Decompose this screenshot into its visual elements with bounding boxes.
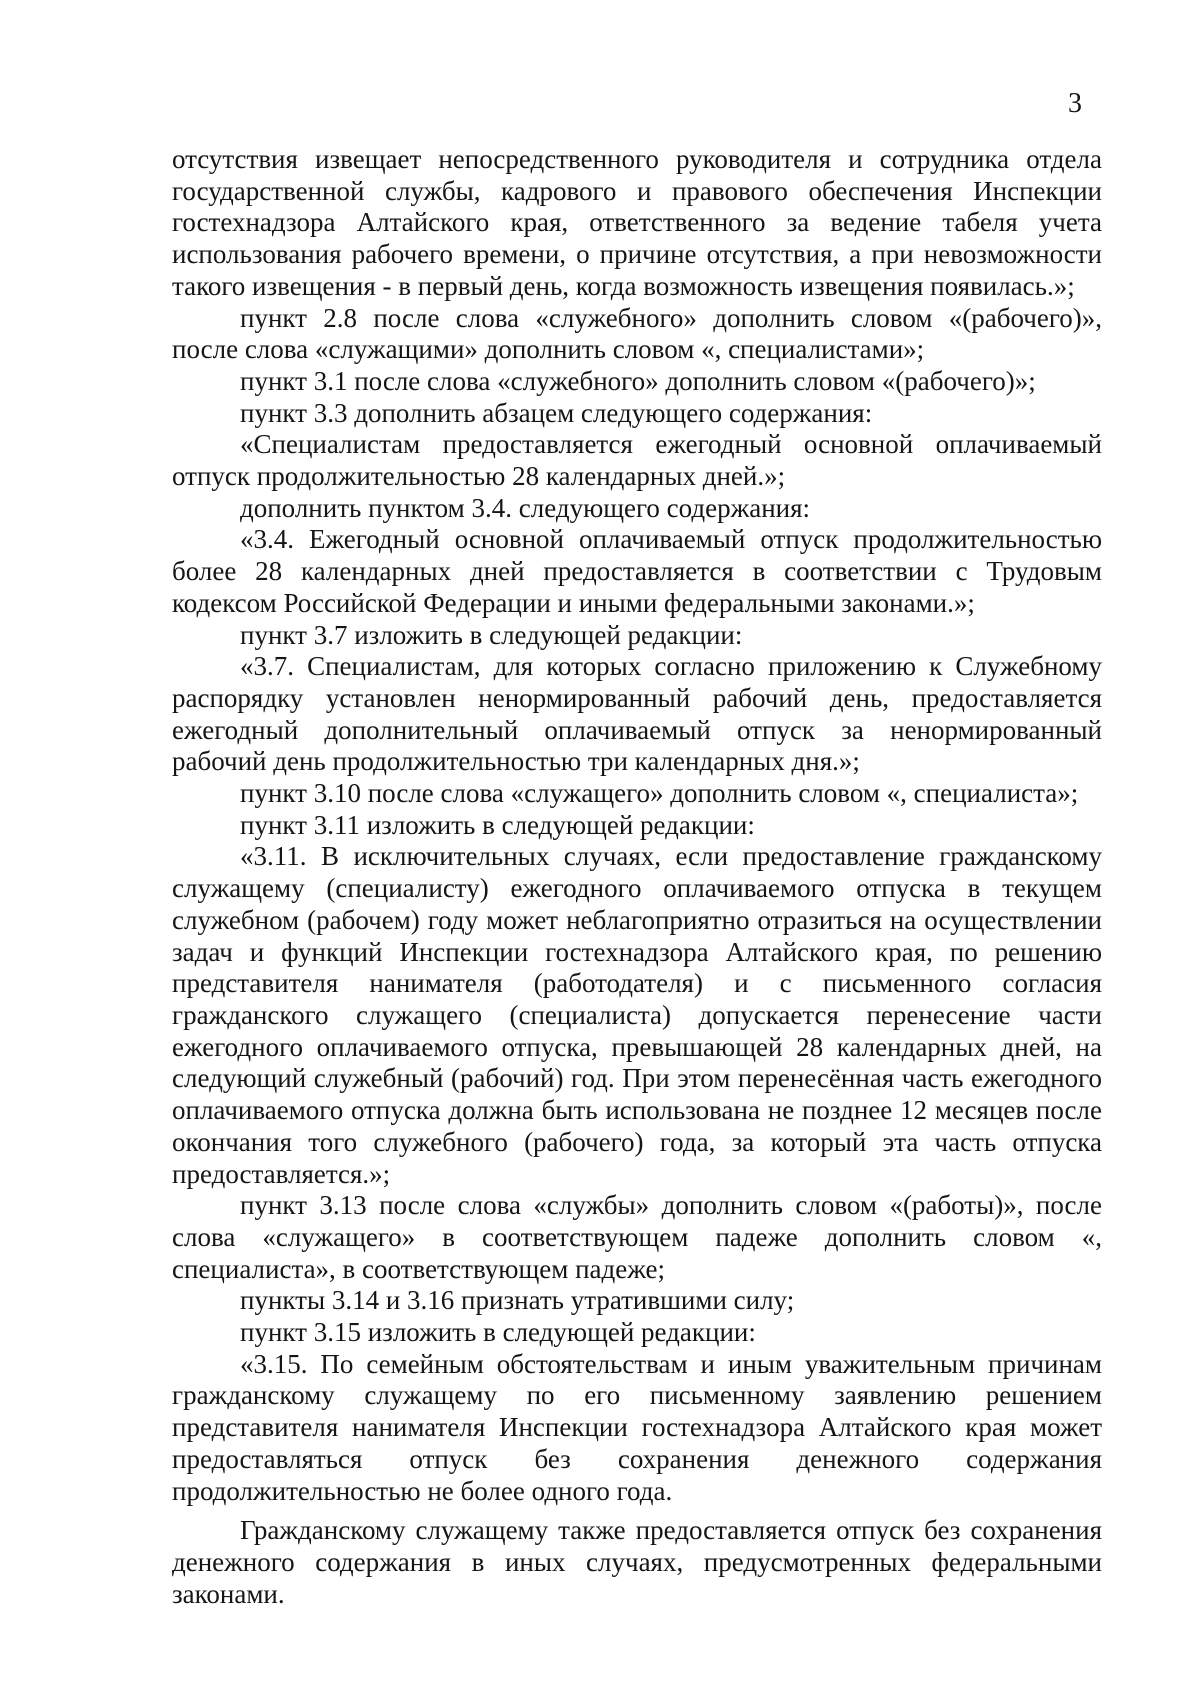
paragraph-clause-3-13: пункт 3.13 после слова «службы» дополнить словом «(работы)», после слова «служащего» в соответствующем падеже дополнить словом «, специалиста», в соответствующем падеже; bbox=[172, 1190, 1102, 1284]
paragraph-clause-3-7-text: «3.7. Специалистам, для которых согласно приложению к Служебному распорядку установлен ненормированный рабочий день, предоставляется ежегодный дополнительный оплачиваемый отпуск за ненормированный рабочий день продолжительностью три календарных дня.»; bbox=[172, 651, 1102, 777]
paragraph-clause-3-11-text: «3.11. В исключительных случаях, если предоставление гражданскому служащему (специалисту) ежегодного оплачиваемого отпуска в текущем служебном (рабочем) году может неблагоприятно отразиться на осуществлении задач и функций Инспекции гостехнадзора Алтайского края, по решению представителя нанимателя (работодателя) и с письменного согласия гражданского служащего (специалиста) допускается перенесение части ежегодного оплачиваемого отпуска, превышающей 28 календарных дней, на следующий служебный (рабочий) год. При этом перенесённая часть ежегодного оплачиваемого отпуска должна быть использована не позднее 12 месяцев после окончания того служебного (рабочего) года, за который эта часть отпуска предоставляется.»; bbox=[172, 841, 1102, 1189]
paragraph-clause-3-15-text: «3.15. По семейным обстоятельствам и иным уважительным причинам гражданскому служащему по его письменному заявлению решением представителя нанимателя Инспекции гостехнадзора Алтайского края может предоставляться отпуск без сохранения денежного содержания продолжительностью не более одного года. bbox=[172, 1348, 1102, 1506]
paragraph-final: Гражданскому служащему также предоставляется отпуск без сохранения денежного содержания в иных случаях, предусмотренных федеральными законами. bbox=[172, 1515, 1102, 1609]
paragraph-clause-3-1: пункт 3.1 после слова «служебного» дополнить словом «(рабочего)»; bbox=[240, 365, 1036, 396]
paragraph-clause-3-3: пункт 3.3 дополнить абзацем следующего содержания: bbox=[240, 397, 873, 428]
paragraph-add-clause-3-4: дополнить пунктом 3.4. следующего содержания: bbox=[240, 492, 811, 523]
paragraph-clause-2-8: пункт 2.8 после слова «служебного» дополнить словом «(рабочего)», после слова «служащими» дополнить словом «, специалистами»; bbox=[172, 302, 1102, 365]
paragraph-clause-3-11: пункт 3.11 изложить в следующей редакции: bbox=[240, 809, 755, 840]
paragraph-clause-3-10: пункт 3.10 после слова «служащего» дополнить словом «, специалиста»; bbox=[240, 778, 1079, 809]
document-body bbox=[172, 144, 1102, 1610]
paragraph-clause-3-15: пункт 3.15 изложить в следующей редакции: bbox=[240, 1317, 756, 1348]
paragraph-continuation: отсутствия извещает непосредственного руководителя и сотрудника отдела государственной службы, кадрового и правового обеспечения Инспекции гостехнадзора Алтайского края, ответственного за ведение табеля учета использования рабочего времени, о причине отсутствия, а при невозможности такого извещения - в первый день, когда возможность извещения появилась.»; bbox=[172, 144, 1102, 301]
paragraph-clause-3-3-text: «Специалистам предоставляется ежегодный основной оплачиваемый отпуск продолжительностью 28 календарных дней.»; bbox=[172, 429, 1102, 492]
paragraph-clause-3-4-text: «3.4. Ежегодный основной оплачиваемый отпуск продолжительностью более 28 календарных дней предоставляется в соответствии с Трудовым кодексом Российской Федерации и иными федеральными законами.»; bbox=[172, 524, 1102, 618]
page-number: 3 bbox=[1068, 88, 1082, 119]
paragraph-clauses-3-14-3-16: пункты 3.14 и 3.16 признать утратившими силу; bbox=[240, 1285, 795, 1316]
paragraph-clause-3-7: пункт 3.7 изложить в следующей редакции: bbox=[240, 619, 743, 650]
